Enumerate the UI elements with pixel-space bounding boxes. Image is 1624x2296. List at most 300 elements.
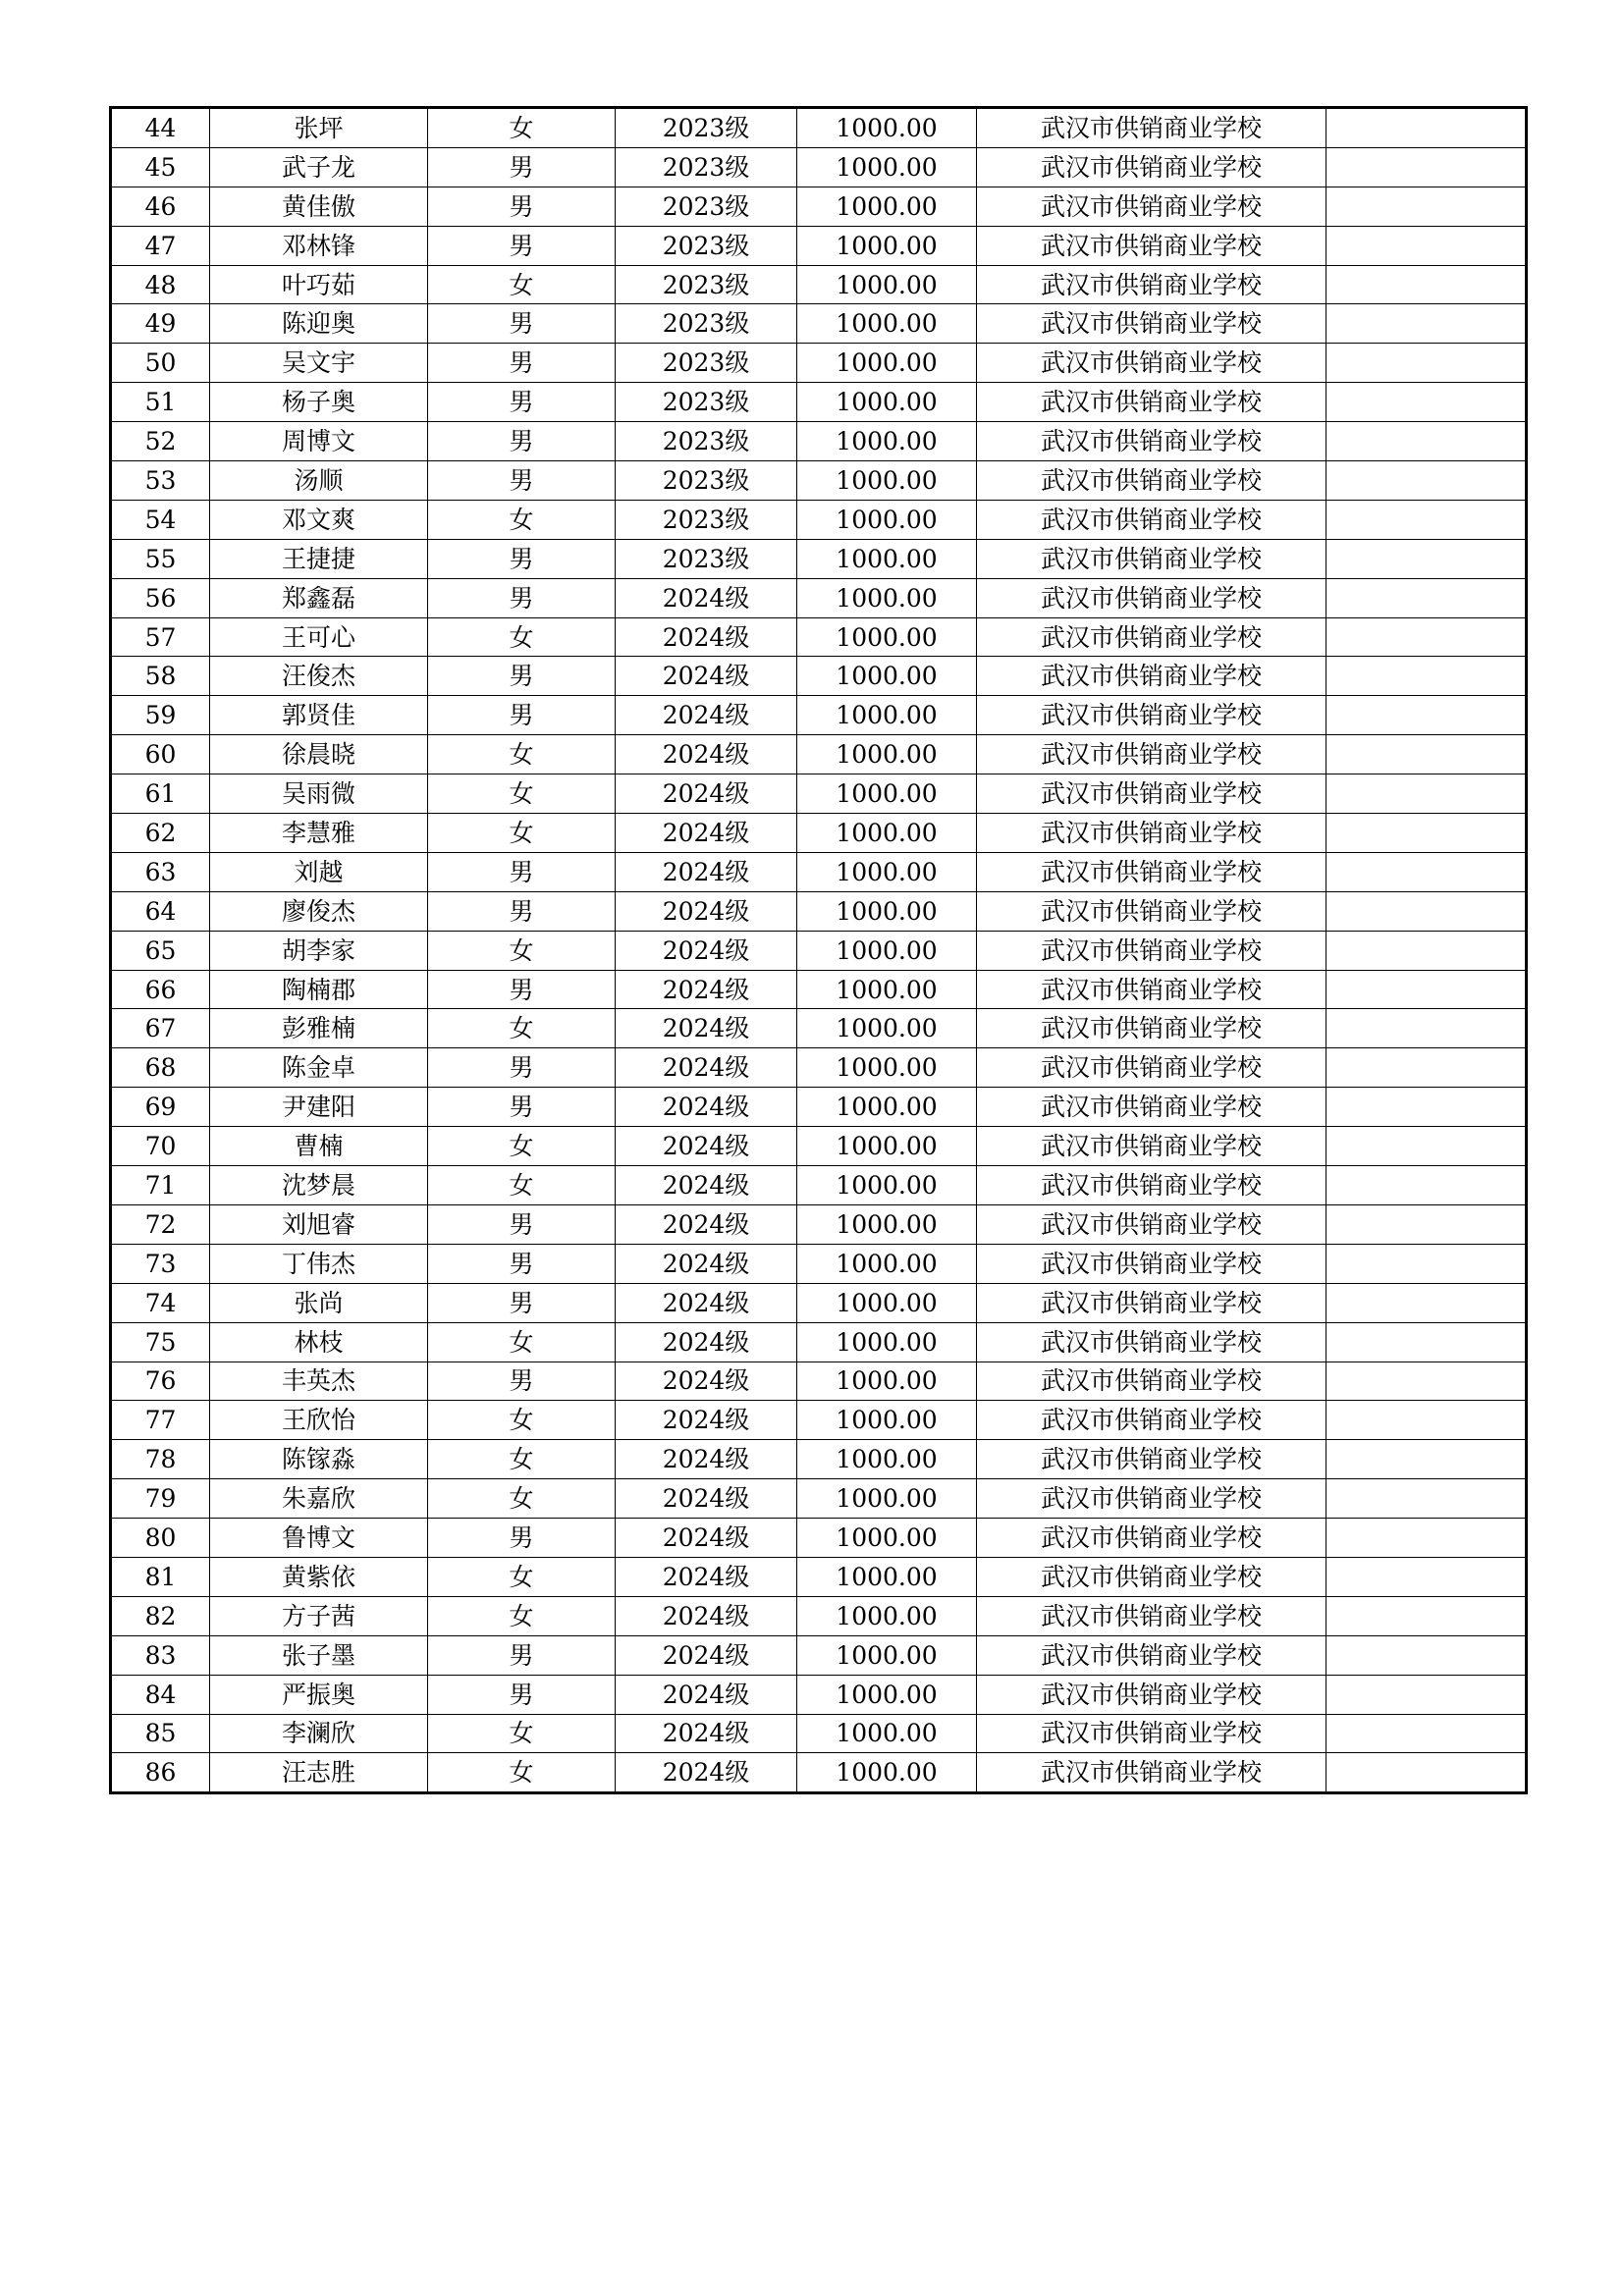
cell-index: 79 (111, 1479, 210, 1519)
cell-note (1326, 461, 1527, 501)
cell-amount: 1000.00 (797, 1635, 977, 1675)
table-row (111, 187, 1527, 226)
cell-name: 尹建阳 (210, 1088, 428, 1127)
table-row (111, 1479, 1527, 1519)
cell-gender: 男 (428, 1519, 616, 1558)
cell-amount: 1000.00 (797, 970, 977, 1009)
cell-amount: 1000.00 (797, 422, 977, 461)
table-row (111, 1519, 1527, 1558)
cell-school: 武汉市供销商业学校 (977, 1166, 1326, 1205)
cell-amount: 1000.00 (797, 1088, 977, 1127)
cell-name: 严振奥 (210, 1675, 428, 1714)
table-row (111, 931, 1527, 970)
cell-note (1326, 1244, 1527, 1283)
cell-grade: 2024级 (616, 891, 797, 931)
cell-name: 王可心 (210, 617, 428, 657)
cell-gender: 女 (428, 1166, 616, 1205)
cell-note (1326, 1009, 1527, 1048)
cell-amount: 1000.00 (797, 696, 977, 735)
cell-school: 武汉市供销商业学校 (977, 578, 1326, 617)
cell-grade: 2023级 (616, 304, 797, 344)
cell-gender: 男 (428, 970, 616, 1009)
cell-index: 56 (111, 578, 210, 617)
cell-name: 周博文 (210, 422, 428, 461)
cell-school: 武汉市供销商业学校 (977, 461, 1326, 501)
cell-gender: 女 (428, 1440, 616, 1479)
cell-note (1326, 1753, 1527, 1793)
cell-school: 武汉市供销商业学校 (977, 304, 1326, 344)
cell-name: 彭雅楠 (210, 1009, 428, 1048)
cell-name: 陈镓淼 (210, 1440, 428, 1479)
cell-index: 52 (111, 422, 210, 461)
cell-note (1326, 774, 1527, 814)
cell-note (1326, 344, 1527, 383)
cell-index: 51 (111, 383, 210, 422)
cell-school: 武汉市供销商业学校 (977, 383, 1326, 422)
cell-school: 武汉市供销商业学校 (977, 657, 1326, 696)
cell-gender: 女 (428, 1753, 616, 1793)
cell-name: 胡李家 (210, 931, 428, 970)
cell-name: 张坪 (210, 108, 428, 148)
cell-grade: 2023级 (616, 422, 797, 461)
cell-index: 47 (111, 226, 210, 265)
cell-note (1326, 147, 1527, 187)
cell-school: 武汉市供销商业学校 (977, 891, 1326, 931)
cell-grade: 2023级 (616, 226, 797, 265)
cell-index: 78 (111, 1440, 210, 1479)
table-row (111, 147, 1527, 187)
cell-note (1326, 383, 1527, 422)
cell-index: 73 (111, 1244, 210, 1283)
cell-grade: 2024级 (616, 931, 797, 970)
cell-school: 武汉市供销商业学校 (977, 265, 1326, 304)
table-row (111, 1009, 1527, 1048)
cell-note (1326, 304, 1527, 344)
cell-name: 王欣怡 (210, 1401, 428, 1440)
cell-index: 58 (111, 657, 210, 696)
cell-note (1326, 1088, 1527, 1127)
cell-note (1326, 1048, 1527, 1088)
cell-index: 67 (111, 1009, 210, 1048)
cell-index: 74 (111, 1283, 210, 1322)
cell-gender: 女 (428, 1714, 616, 1753)
cell-index: 65 (111, 931, 210, 970)
cell-note (1326, 265, 1527, 304)
cell-note (1326, 1675, 1527, 1714)
cell-grade: 2024级 (616, 1440, 797, 1479)
cell-index: 81 (111, 1557, 210, 1596)
cell-note (1326, 187, 1527, 226)
cell-name: 邓文爽 (210, 500, 428, 539)
cell-index: 82 (111, 1596, 210, 1635)
cell-note (1326, 814, 1527, 853)
cell-amount: 1000.00 (797, 1127, 977, 1166)
cell-gender: 男 (428, 852, 616, 891)
cell-name: 鲁博文 (210, 1519, 428, 1558)
cell-note (1326, 1283, 1527, 1322)
cell-name: 沈梦晨 (210, 1166, 428, 1205)
cell-amount: 1000.00 (797, 617, 977, 657)
cell-grade: 2024级 (616, 1088, 797, 1127)
cell-note (1326, 500, 1527, 539)
cell-grade: 2024级 (616, 1675, 797, 1714)
cell-gender: 男 (428, 147, 616, 187)
table-row (111, 1088, 1527, 1127)
cell-school: 武汉市供销商业学校 (977, 1753, 1326, 1793)
cell-name: 陈迎奥 (210, 304, 428, 344)
cell-index: 61 (111, 774, 210, 814)
cell-name: 李慧雅 (210, 814, 428, 853)
cell-school: 武汉市供销商业学校 (977, 1009, 1326, 1048)
cell-amount: 1000.00 (797, 1479, 977, 1519)
cell-amount: 1000.00 (797, 461, 977, 501)
cell-school: 武汉市供销商业学校 (977, 814, 1326, 853)
cell-note (1326, 657, 1527, 696)
cell-gender: 男 (428, 891, 616, 931)
cell-school: 武汉市供销商业学校 (977, 422, 1326, 461)
cell-note (1326, 1362, 1527, 1401)
cell-gender: 女 (428, 1401, 616, 1440)
cell-index: 53 (111, 461, 210, 501)
cell-note (1326, 970, 1527, 1009)
cell-school: 武汉市供销商业学校 (977, 147, 1326, 187)
table-row (111, 1244, 1527, 1283)
cell-school: 武汉市供销商业学校 (977, 1244, 1326, 1283)
table-row (111, 735, 1527, 774)
cell-grade: 2023级 (616, 108, 797, 148)
cell-school: 武汉市供销商业学校 (977, 1596, 1326, 1635)
cell-gender: 女 (428, 774, 616, 814)
cell-index: 80 (111, 1519, 210, 1558)
cell-school: 武汉市供销商业学校 (977, 344, 1326, 383)
cell-amount: 1000.00 (797, 852, 977, 891)
cell-school: 武汉市供销商业学校 (977, 1048, 1326, 1088)
cell-school: 武汉市供销商业学校 (977, 1440, 1326, 1479)
cell-note (1326, 1440, 1527, 1479)
cell-index: 46 (111, 187, 210, 226)
cell-index: 83 (111, 1635, 210, 1675)
cell-grade: 2023级 (616, 147, 797, 187)
cell-index: 49 (111, 304, 210, 344)
cell-amount: 1000.00 (797, 1204, 977, 1244)
cell-gender: 男 (428, 1283, 616, 1322)
cell-index: 48 (111, 265, 210, 304)
table-row (111, 461, 1527, 501)
cell-gender: 男 (428, 383, 616, 422)
student-subsidy-table (109, 106, 1528, 1794)
cell-index: 44 (111, 108, 210, 148)
cell-note (1326, 422, 1527, 461)
cell-index: 64 (111, 891, 210, 931)
cell-note (1326, 226, 1527, 265)
cell-grade: 2024级 (616, 1557, 797, 1596)
table-row (111, 578, 1527, 617)
cell-grade: 2023级 (616, 383, 797, 422)
table-row (111, 539, 1527, 578)
cell-note (1326, 1166, 1527, 1205)
cell-gender: 男 (428, 578, 616, 617)
cell-amount: 1000.00 (797, 1362, 977, 1401)
cell-amount: 1000.00 (797, 1283, 977, 1322)
cell-amount: 1000.00 (797, 265, 977, 304)
cell-index: 85 (111, 1714, 210, 1753)
cell-grade: 2024级 (616, 814, 797, 853)
cell-grade: 2024级 (616, 1166, 797, 1205)
cell-grade: 2024级 (616, 1009, 797, 1048)
cell-amount: 1000.00 (797, 1675, 977, 1714)
cell-name: 黄佳傲 (210, 187, 428, 226)
table-body (111, 108, 1527, 1793)
cell-school: 武汉市供销商业学校 (977, 1714, 1326, 1753)
cell-name: 邓林锋 (210, 226, 428, 265)
cell-amount: 1000.00 (797, 1596, 977, 1635)
cell-school: 武汉市供销商业学校 (977, 774, 1326, 814)
cell-gender: 女 (428, 265, 616, 304)
cell-school: 武汉市供销商业学校 (977, 931, 1326, 970)
cell-name: 林枝 (210, 1322, 428, 1362)
cell-note (1326, 1635, 1527, 1675)
cell-index: 84 (111, 1675, 210, 1714)
cell-note (1326, 1479, 1527, 1519)
cell-index: 69 (111, 1088, 210, 1127)
cell-grade: 2023级 (616, 265, 797, 304)
cell-index: 76 (111, 1362, 210, 1401)
cell-school: 武汉市供销商业学校 (977, 1362, 1326, 1401)
cell-gender: 女 (428, 1557, 616, 1596)
cell-note (1326, 931, 1527, 970)
cell-grade: 2024级 (616, 1283, 797, 1322)
cell-note (1326, 617, 1527, 657)
cell-amount: 1000.00 (797, 187, 977, 226)
cell-note (1326, 696, 1527, 735)
cell-grade: 2024级 (616, 970, 797, 1009)
cell-gender: 男 (428, 226, 616, 265)
cell-index: 68 (111, 1048, 210, 1088)
cell-index: 45 (111, 147, 210, 187)
cell-amount: 1000.00 (797, 304, 977, 344)
cell-amount: 1000.00 (797, 657, 977, 696)
cell-name: 徐晨晓 (210, 735, 428, 774)
table-row (111, 1596, 1527, 1635)
cell-note (1326, 108, 1527, 148)
cell-school: 武汉市供销商业学校 (977, 1557, 1326, 1596)
cell-grade: 2024级 (616, 1048, 797, 1088)
cell-name: 刘越 (210, 852, 428, 891)
cell-index: 75 (111, 1322, 210, 1362)
cell-amount: 1000.00 (797, 931, 977, 970)
cell-note (1326, 852, 1527, 891)
cell-index: 71 (111, 1166, 210, 1205)
cell-gender: 女 (428, 1596, 616, 1635)
cell-gender: 女 (428, 500, 616, 539)
cell-name: 张尚 (210, 1283, 428, 1322)
cell-grade: 2024级 (616, 1635, 797, 1675)
cell-amount: 1000.00 (797, 1009, 977, 1048)
cell-index: 50 (111, 344, 210, 383)
table-row (111, 657, 1527, 696)
cell-name: 刘旭睿 (210, 1204, 428, 1244)
cell-name: 方子茜 (210, 1596, 428, 1635)
cell-school: 武汉市供销商业学校 (977, 1283, 1326, 1322)
cell-grade: 2024级 (616, 1479, 797, 1519)
cell-name: 吴雨微 (210, 774, 428, 814)
cell-name: 丰英杰 (210, 1362, 428, 1401)
cell-gender: 男 (428, 304, 616, 344)
cell-amount: 1000.00 (797, 108, 977, 148)
cell-grade: 2023级 (616, 187, 797, 226)
table-row (111, 304, 1527, 344)
cell-amount: 1000.00 (797, 226, 977, 265)
cell-school: 武汉市供销商业学校 (977, 187, 1326, 226)
table-row (111, 500, 1527, 539)
cell-amount: 1000.00 (797, 383, 977, 422)
cell-school: 武汉市供销商业学校 (977, 1204, 1326, 1244)
cell-school: 武汉市供销商业学校 (977, 539, 1326, 578)
table-row (111, 1283, 1527, 1322)
cell-gender: 男 (428, 1048, 616, 1088)
cell-amount: 1000.00 (797, 1519, 977, 1558)
cell-school: 武汉市供销商业学校 (977, 500, 1326, 539)
cell-grade: 2024级 (616, 1401, 797, 1440)
cell-name: 丁伟杰 (210, 1244, 428, 1283)
cell-gender: 女 (428, 931, 616, 970)
cell-grade: 2023级 (616, 344, 797, 383)
cell-name: 汤顺 (210, 461, 428, 501)
cell-grade: 2024级 (616, 852, 797, 891)
cell-amount: 1000.00 (797, 1557, 977, 1596)
table-row (111, 1557, 1527, 1596)
cell-gender: 女 (428, 1127, 616, 1166)
cell-index: 54 (111, 500, 210, 539)
cell-index: 70 (111, 1127, 210, 1166)
cell-index: 86 (111, 1753, 210, 1793)
cell-note (1326, 1322, 1527, 1362)
cell-school: 武汉市供销商业学校 (977, 1675, 1326, 1714)
cell-index: 62 (111, 814, 210, 853)
cell-gender: 男 (428, 1635, 616, 1675)
table-row (111, 1753, 1527, 1793)
cell-index: 66 (111, 970, 210, 1009)
table-row (111, 1714, 1527, 1753)
cell-note (1326, 1401, 1527, 1440)
table-row (111, 1401, 1527, 1440)
cell-amount: 1000.00 (797, 1401, 977, 1440)
cell-school: 武汉市供销商业学校 (977, 1088, 1326, 1127)
cell-grade: 2024级 (616, 1362, 797, 1401)
table-row (111, 226, 1527, 265)
cell-gender: 女 (428, 1009, 616, 1048)
cell-gender: 男 (428, 461, 616, 501)
cell-school: 武汉市供销商业学校 (977, 735, 1326, 774)
cell-name: 武子龙 (210, 147, 428, 187)
cell-grade: 2024级 (616, 1753, 797, 1793)
cell-note (1326, 1714, 1527, 1753)
cell-school: 武汉市供销商业学校 (977, 1322, 1326, 1362)
cell-index: 57 (111, 617, 210, 657)
cell-amount: 1000.00 (797, 1244, 977, 1283)
cell-amount: 1000.00 (797, 500, 977, 539)
cell-gender: 男 (428, 1675, 616, 1714)
cell-amount: 1000.00 (797, 344, 977, 383)
cell-amount: 1000.00 (797, 1048, 977, 1088)
cell-grade: 2023级 (616, 539, 797, 578)
table-row (111, 1635, 1527, 1675)
cell-gender: 男 (428, 422, 616, 461)
cell-school: 武汉市供销商业学校 (977, 226, 1326, 265)
cell-amount: 1000.00 (797, 1322, 977, 1362)
cell-name: 王捷捷 (210, 539, 428, 578)
cell-name: 汪志胜 (210, 1753, 428, 1793)
cell-school: 武汉市供销商业学校 (977, 1479, 1326, 1519)
table-row (111, 696, 1527, 735)
cell-gender: 女 (428, 1479, 616, 1519)
cell-note (1326, 539, 1527, 578)
cell-name: 廖俊杰 (210, 891, 428, 931)
cell-gender: 男 (428, 539, 616, 578)
cell-grade: 2024级 (616, 617, 797, 657)
cell-gender: 女 (428, 108, 616, 148)
cell-amount: 1000.00 (797, 735, 977, 774)
cell-amount: 1000.00 (797, 814, 977, 853)
cell-grade: 2024级 (616, 1714, 797, 1753)
cell-school: 武汉市供销商业学校 (977, 1519, 1326, 1558)
cell-name: 朱嘉欣 (210, 1479, 428, 1519)
table-row (111, 1048, 1527, 1088)
table-row (111, 344, 1527, 383)
cell-note (1326, 891, 1527, 931)
cell-name: 杨子奥 (210, 383, 428, 422)
cell-gender: 男 (428, 1362, 616, 1401)
cell-school: 武汉市供销商业学校 (977, 970, 1326, 1009)
cell-school: 武汉市供销商业学校 (977, 1635, 1326, 1675)
cell-name: 张子墨 (210, 1635, 428, 1675)
cell-amount: 1000.00 (797, 578, 977, 617)
cell-grade: 2024级 (616, 1204, 797, 1244)
cell-grade: 2024级 (616, 735, 797, 774)
table-row (111, 1166, 1527, 1205)
cell-note (1326, 1127, 1527, 1166)
cell-grade: 2023级 (616, 461, 797, 501)
cell-amount: 1000.00 (797, 1440, 977, 1479)
cell-note (1326, 735, 1527, 774)
cell-amount: 1000.00 (797, 539, 977, 578)
cell-name: 陶楠郡 (210, 970, 428, 1009)
table-row (111, 774, 1527, 814)
cell-school: 武汉市供销商业学校 (977, 1127, 1326, 1166)
table-row (111, 852, 1527, 891)
cell-grade: 2024级 (616, 657, 797, 696)
cell-grade: 2024级 (616, 1127, 797, 1166)
cell-note (1326, 578, 1527, 617)
cell-amount: 1000.00 (797, 774, 977, 814)
cell-grade: 2024级 (616, 696, 797, 735)
cell-index: 60 (111, 735, 210, 774)
cell-index: 55 (111, 539, 210, 578)
cell-school: 武汉市供销商业学校 (977, 1401, 1326, 1440)
table-row (111, 108, 1527, 148)
table-row (111, 265, 1527, 304)
cell-name: 叶巧茹 (210, 265, 428, 304)
cell-name: 郑鑫磊 (210, 578, 428, 617)
cell-index: 63 (111, 852, 210, 891)
table-row (111, 1127, 1527, 1166)
cell-name: 曹楠 (210, 1127, 428, 1166)
cell-amount: 1000.00 (797, 1714, 977, 1753)
cell-school: 武汉市供销商业学校 (977, 852, 1326, 891)
cell-gender: 男 (428, 657, 616, 696)
cell-grade: 2023级 (616, 500, 797, 539)
cell-name: 李澜欣 (210, 1714, 428, 1753)
